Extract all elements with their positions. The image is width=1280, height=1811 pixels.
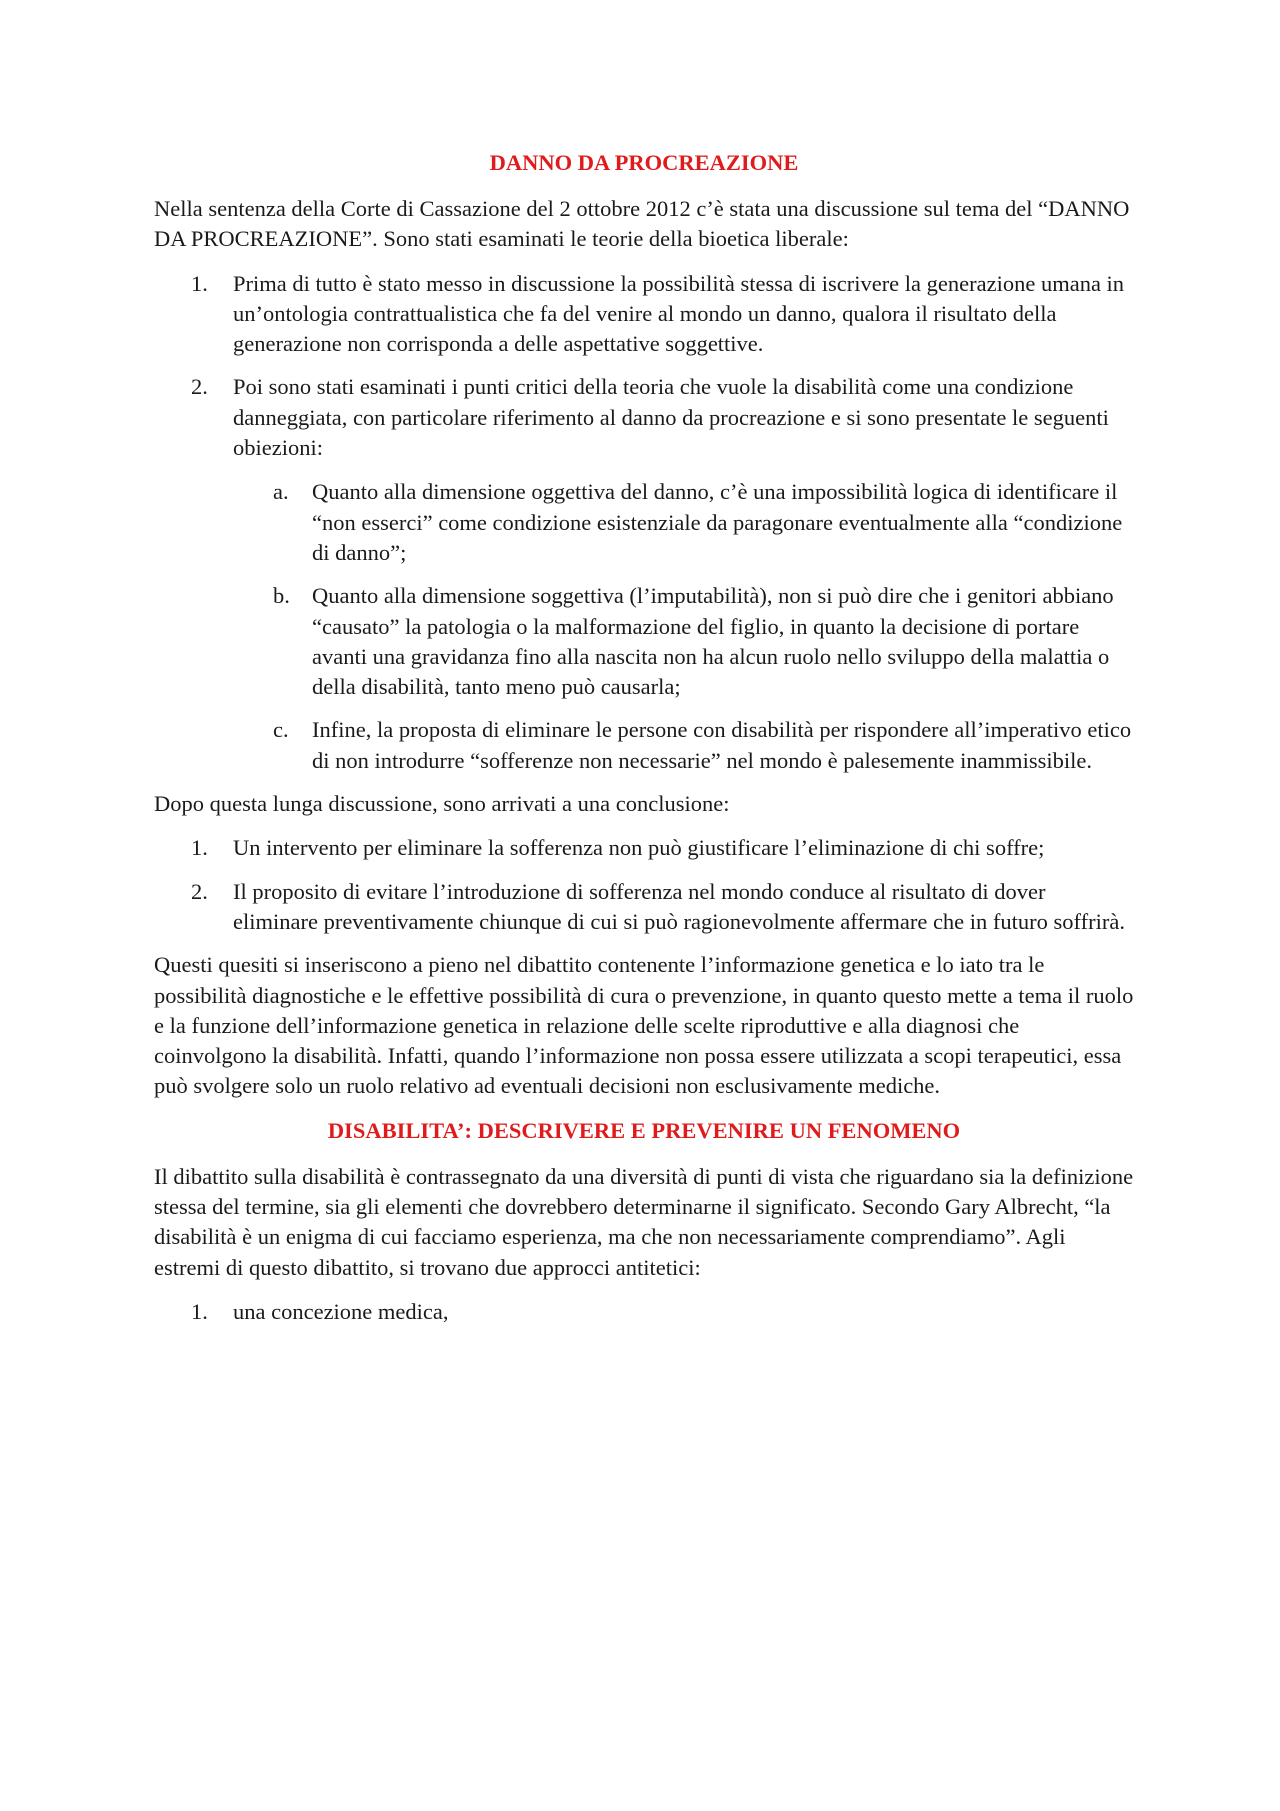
closing-paragraph: Questi quesiti si inseriscono a pieno nel dibattito contenente l’informazione genetica e lo iato tra le possibilità diagnostiche e le effettive possibilità di cura o prevenzione, in quanto questo mette a tema il ruolo e la funzione dell’informazione genetica in relazione delle scelte riproduttive e alla diagnosi che coinvolgono la disabilità. Infatti, quando l’informazione non possa essere utilizzata a scopi terapeutici, essa può svolgere solo un ruolo relativo ad eventuali decisioni non esclusivamente mediche. [154, 952, 1134, 1099]
conclusion-intro-paragraph: Dopo questa lunga discussione, sono arrivati a una conclusione: [154, 791, 730, 817]
list-marker: 1. [191, 270, 208, 296]
disability-intro-paragraph: Il dibattito sulla disabilità è contrassegnato da una diversità di punti di vista che riguardano sia la definizione stessa del termine, sia gli elementi che dovrebbero determinarne il significato. Secondo Gary Albrecht, “la disabilità è un enigma di cui facciamo esperienza, ma che non necessariamente comprendiamo”. Agli estremi di questo dibattito, si trovano due approcci antitetici: [154, 1163, 1134, 1280]
sub-list-item [233, 581, 1134, 702]
list-item-text: Prima di tutto è stato messo in discussione la possibilità stessa di iscrivere la generazione umana in un’ontologia contrattualistica che fa del venire al mondo un danno, qualora il risultato della generazione non corrisponda a delle aspettative soggettive. [233, 270, 1125, 357]
list-item [154, 372, 1134, 776]
sub-list-marker: b. [273, 583, 290, 609]
list-item-text: una concezione medica, [233, 1298, 449, 1324]
sub-list-item [233, 477, 1134, 568]
section-title-danno: DANNO DA PROCREAZIONE [489, 150, 799, 175]
approaches-list [154, 1297, 1134, 1327]
sub-list-item-text: Quanto alla dimensione oggettiva del danno, c’è una impossibilità logica di identificare il “non esserci” come condizione esistenziale da paragonare eventualmente alla “condizione di danno”; [312, 479, 1123, 565]
list-marker: 1. [191, 1298, 208, 1324]
list-marker: 1. [191, 835, 208, 861]
list-marker: 2. [191, 878, 208, 904]
sub-list-marker: c. [273, 717, 289, 743]
list-item-text: Il proposito di evitare l’introduzione di sofferenza nel mondo conduce al risultato di dover eliminare preventivamente chiunque di cui si può ragionevolmente affermare che in futuro soffrirà. [233, 878, 1125, 934]
list-item [154, 877, 1134, 938]
sub-list-item-text: Quanto alla dimensione soggettiva (l’imputabilità), non si può dire che i genitori abbiano “causato” la patologia o la malformazione del figlio, in quanto la decisione di portare avanti una gravidanza fino alla nascita non ha alcun ruolo nello sviluppo della malattia o della disabilità, tanto meno può causarla; [312, 583, 1114, 700]
section-title-disabilita: DISABILITA’: DESCRIVERE E PREVENIRE UN FENOMENO [327, 1117, 961, 1143]
sub-list-marker: a. [273, 479, 289, 505]
conclusions-list [154, 833, 1134, 937]
sub-list-item [233, 715, 1134, 776]
list-item [154, 269, 1134, 360]
list-item [154, 1297, 1134, 1327]
sub-objections-list [233, 477, 1134, 776]
intro-paragraph: Nella sentenza della Corte di Cassazione del 2 ottobre 2012 c’è stata una discussione sul tema del “DANNO DA PROCREAZIONE”. Sono stati esaminati le teorie della bioetica liberale: [154, 196, 1130, 252]
objections-list [154, 269, 1134, 776]
list-marker: 2. [191, 374, 208, 400]
list-item-text: Un intervento per eliminare la sofferenza non può giustificare l’eliminazione di chi soffre; [233, 835, 1045, 861]
sub-list-item-text: Infine, la proposta di eliminare le persone con disabilità per rispondere all’imperativo etico di non introdurre “sofferenze non necessarie” nel mondo è palesemente inammissibile. [312, 717, 1132, 773]
list-item-text: Poi sono stati esaminati i punti critici della teoria che vuole la disabilità come una condizione danneggiata, con particolare riferimento al danno da procreazione e si sono presentate le seguenti obiezioni: [233, 374, 1109, 461]
document-page [154, 148, 1134, 1340]
list-item [154, 833, 1134, 863]
